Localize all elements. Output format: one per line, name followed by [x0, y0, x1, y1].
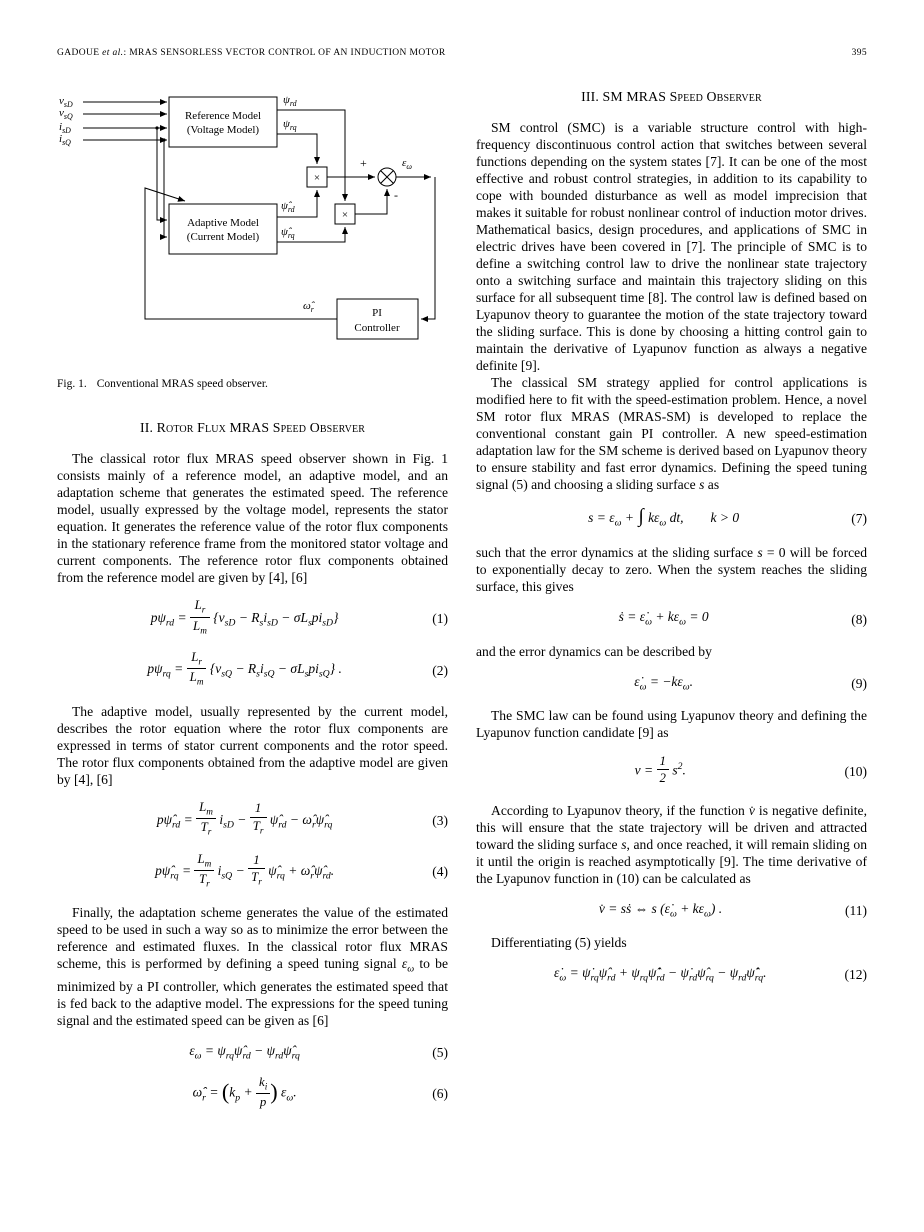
equation-2-number: (2): [432, 662, 448, 678]
section-ii-paragraph-2: The adaptive model, usually represented by the current model, describes the rotor equation where the rotor flux components are expressed in terms of stator current components and the rotor speed. The rotor flux components obtained from the adaptive model are given by [4], [6]: [57, 703, 448, 787]
multiply-symbol-2: ×: [341, 209, 349, 221]
label-epsilon-omega: $\varepsilon_\omega$: [402, 157, 412, 172]
equation-8-number: (8): [851, 611, 867, 627]
section-iii-paragraph-5: The SMC law can be found using Lyapunov theory and defining the Lyapunov function candidate [9] as: [476, 708, 867, 741]
label-omega-hat-r: $\omegâ_r$: [303, 300, 314, 315]
diagram-canvas: [57, 92, 448, 360]
mras-block-diagram: [57, 92, 448, 360]
equation-2: [57, 651, 448, 688]
figure-1-caption-label: Fig. 1.: [57, 378, 87, 390]
multiply-symbol-1: ×: [313, 172, 321, 184]
label-psi-hat-rq: $\psî_{rq}$: [281, 226, 295, 241]
section-iii-paragraph-2: The classical SM strategy applied for control applications is modified here to fit with the speed-estimation problem. Hence, a novel SM rotor flux MRAS (MRAS-SM) is developed to replace the conventional constant gain PI controller. A new speed-estimation adaptation law for the SM scheme is derived based on Lyapunov theory to ensure stability and fast error dynamics. Defining the speed tuning signal (5) and choosing a sliding surface s as: [476, 375, 867, 492]
reference-model-label-2: (Voltage Model): [186, 124, 260, 136]
section-ii-paragraph-1: The classical rotor flux MRAS speed observer shown in Fig. 1 consists mainly of a reference model, an adaptive model, and an adaptation scheme that generates the estimated speed. The reference model, usually expressed by the voltage model, represents the stator equation. It generates the reference value of the rotor flux components in the stationary reference frame from the monitored stator voltage and current components. The reference rotor flux components obtained from the reference model are given by [4], [6]: [57, 451, 448, 585]
section-iii-paragraph-3: such that the error dynamics at the sliding surface s = 0 will be forced to exponentially decay to zero. When the system reaches the sliding surface, this gives: [476, 545, 867, 595]
page-header: [57, 48, 867, 58]
equation-11-body: v̇ = sṡ ⇔ s $(\varepsiloṅ_\omega + k\varepsilon_\omega)$ .: [598, 900, 723, 920]
equation-12-number: (12): [844, 967, 867, 983]
section-iii-paragraph-7: Differentiating (5) yields: [491, 935, 627, 951]
equation-5-number: (5): [432, 1045, 448, 1061]
equation-4: [57, 853, 448, 890]
equation-11-number: (11): [845, 902, 867, 918]
section-iii-paragraph-4: and the error dynamics can be described by: [476, 643, 712, 659]
equation-7-number: (7): [851, 511, 867, 527]
running-title: GADOUE et al.: MRAS SENSORLESS VECTOR CONTROL OF AN INDUCTION MOTOR: [57, 48, 446, 58]
label-vsd: $v_{sD}$: [59, 95, 73, 110]
equation-7-body: $s = \varepsilon_\omega$ + ∫ $k\varepsilon_\omega$ dt, k > 0: [588, 506, 740, 529]
equation-6-number: (6): [432, 1086, 448, 1102]
label-psi-hat-rd: $\psî_{rd}$: [281, 200, 295, 215]
reference-model-label-1: Reference Model: [184, 110, 262, 122]
equation-3-number: (3): [432, 812, 448, 828]
right-column: [476, 80, 867, 1125]
pi-controller-label-2: Controller: [354, 322, 400, 334]
equation-6-body: $\omegâ_r = (k_p$ + $\frac{k_i}{p}$ ) $\varepsilon_\omega$.: [192, 1074, 297, 1110]
left-column: [57, 80, 448, 1125]
label-psi-rq: $\psi_{rq}$: [283, 118, 297, 133]
equation-4-number: (4): [432, 864, 448, 880]
figure-1: [57, 92, 448, 393]
equation-9-number: (9): [851, 676, 867, 691]
equation-12: [476, 965, 867, 984]
section-iii-paragraph-1: SM control (SMC) is a variable structure control with high-frequency discontinuous control action that switches between several functions depending on the system states [7]. It can be one of the most effective and robust control strategies, in addition to its capability to cope with bounded disturbance as well as model imprecision that makes it suitable for robust nonlinear control of induction motor drives. Mathematical basics, design procedures, and applications of SMC in electric drives have been covered in [7]. The principle of SMC is to define a switching control law to drive the nonlinear state trajectory onto a switching surface and maintain this trajectory sliding on this surface for all subsequent time [8]. The control law is defined based on Lyapunov theory to guarantee the motion of the state trajectory toward the sliding surface. This is done by choosing a hitting control gain to maintain the derivative of Lyapunov function as always a negative definite [9].: [476, 120, 867, 373]
equation-2-body: $p\psi_{rq}$ = $\frac{L_r}{L_m}$ $\{v_{sQ} - R_si_{sQ} - \sigma L_spi_{sQ}\}$ .: [147, 649, 342, 687]
equation-3-body: $p\psî_{rd}$ = $\frac{L_m}{T_r}$ $i_{sD}$ − $\frac{1}{T_r}$ $\psî_{rd}$ − $\omegâ_r\psî_{rq}$: [156, 800, 333, 837]
adaptive-model-label-1: Adaptive Model: [187, 217, 259, 229]
label-plus-sign: +: [360, 156, 367, 170]
equation-9: [476, 674, 867, 693]
section-iii-heading: III. SM MRAS Speed Observer: [581, 89, 762, 104]
equation-11: [476, 901, 867, 920]
equation-5: [57, 1043, 448, 1062]
equation-8-body: ṡ = $\varepsiloṅ_\omega + k\varepsilon_\omega = 0$: [618, 609, 709, 629]
equation-7: [476, 507, 867, 530]
adaptive-model-box: [169, 204, 277, 254]
equation-10: [476, 755, 867, 788]
adaptive-model-label-2: (Current Model): [186, 231, 260, 243]
pi-controller-label-1: PI: [372, 307, 382, 319]
section-ii-paragraph-3: Finally, the adaptation scheme generates the value of the estimated speed to be used in such a way so as to minimize the error between the reference and estimated fluxes. In the classical rotor flux MRAS scheme, this is performed by defining a speed tuning signal $\varepsilon_\omega$ to be minimized by a PI controller, which generates the estimated speed that is fed back to the adaptive model. The expressions for the speed tuning signal and the estimated speed can be given as [6]: [57, 905, 449, 1029]
equation-10-number: (10): [844, 763, 867, 779]
label-vsq: $v_{sQ}$: [59, 107, 73, 122]
section-ii-heading: II. Rotor Flux MRAS Speed Observer: [140, 420, 365, 435]
equation-10-body: v = $\frac{1}{2}$ $s^2$.: [634, 753, 686, 786]
equation-3: [57, 802, 448, 839]
two-column-body: [57, 80, 867, 1125]
page-number: 395: [851, 48, 867, 58]
equation-5-body: $\varepsilon_\omega$ = $\psi_{rq}\psî_{rd}$ − $\psi_{rd}\psî_{rq}$: [189, 1043, 300, 1062]
label-isq: $i_{sQ}$: [59, 133, 71, 148]
equation-1-number: (1): [432, 611, 448, 627]
equation-1-body: $p\psi_{rd}$ = $\frac{L_r}{L_m}$ $\{v_{sD} - R_si_{sD} - \sigma L_spi_{sD}\}$: [150, 598, 339, 636]
equation-1: [57, 600, 448, 637]
equation-6: [57, 1076, 448, 1111]
figure-1-caption: [57, 376, 448, 393]
section-iii-paragraph-6: According to Lyapunov theory, if the function v̇ is negative definite, this will ensure that the state trajectory will be driven and attracted toward the sliding surface s, and once reached, it will remain sliding on it until the origin is reached asymptotically [9]. The time derivative of the Lyapunov function in (10) can be calculated as: [476, 802, 868, 886]
label-isd: $i_{sD}$: [59, 121, 71, 136]
equation-9-body: $\varepsiloṅ_\omega = -k\varepsilon_\omega$.: [634, 673, 693, 693]
label-psi-rd: $\psi_{rd}$: [283, 94, 297, 109]
equation-8: [476, 609, 867, 628]
figure-1-caption-text: Conventional MRAS speed observer.: [96, 378, 268, 390]
reference-model-box: [169, 97, 277, 147]
equation-12-body: $\varepsiloṅ_\omega$ = $\psi̇_{rq}\psî_{rd}$ + $\psi_{rq}\psî̇_{rd}$ − $\psi̇_{rd}\psî_{rq}$ − $\psi_{rd}\psî̇_{rq}$.: [554, 965, 767, 984]
label-minus-sign: -: [394, 188, 398, 202]
equation-4-body: $p\psî_{rq}$ = $\frac{L_m}{T_r}$ $i_{sQ}$ − $\frac{1}{T_r}$ $\psî_{rq}$ + $\omegâ_r\psî_{rd}$.: [155, 851, 335, 889]
